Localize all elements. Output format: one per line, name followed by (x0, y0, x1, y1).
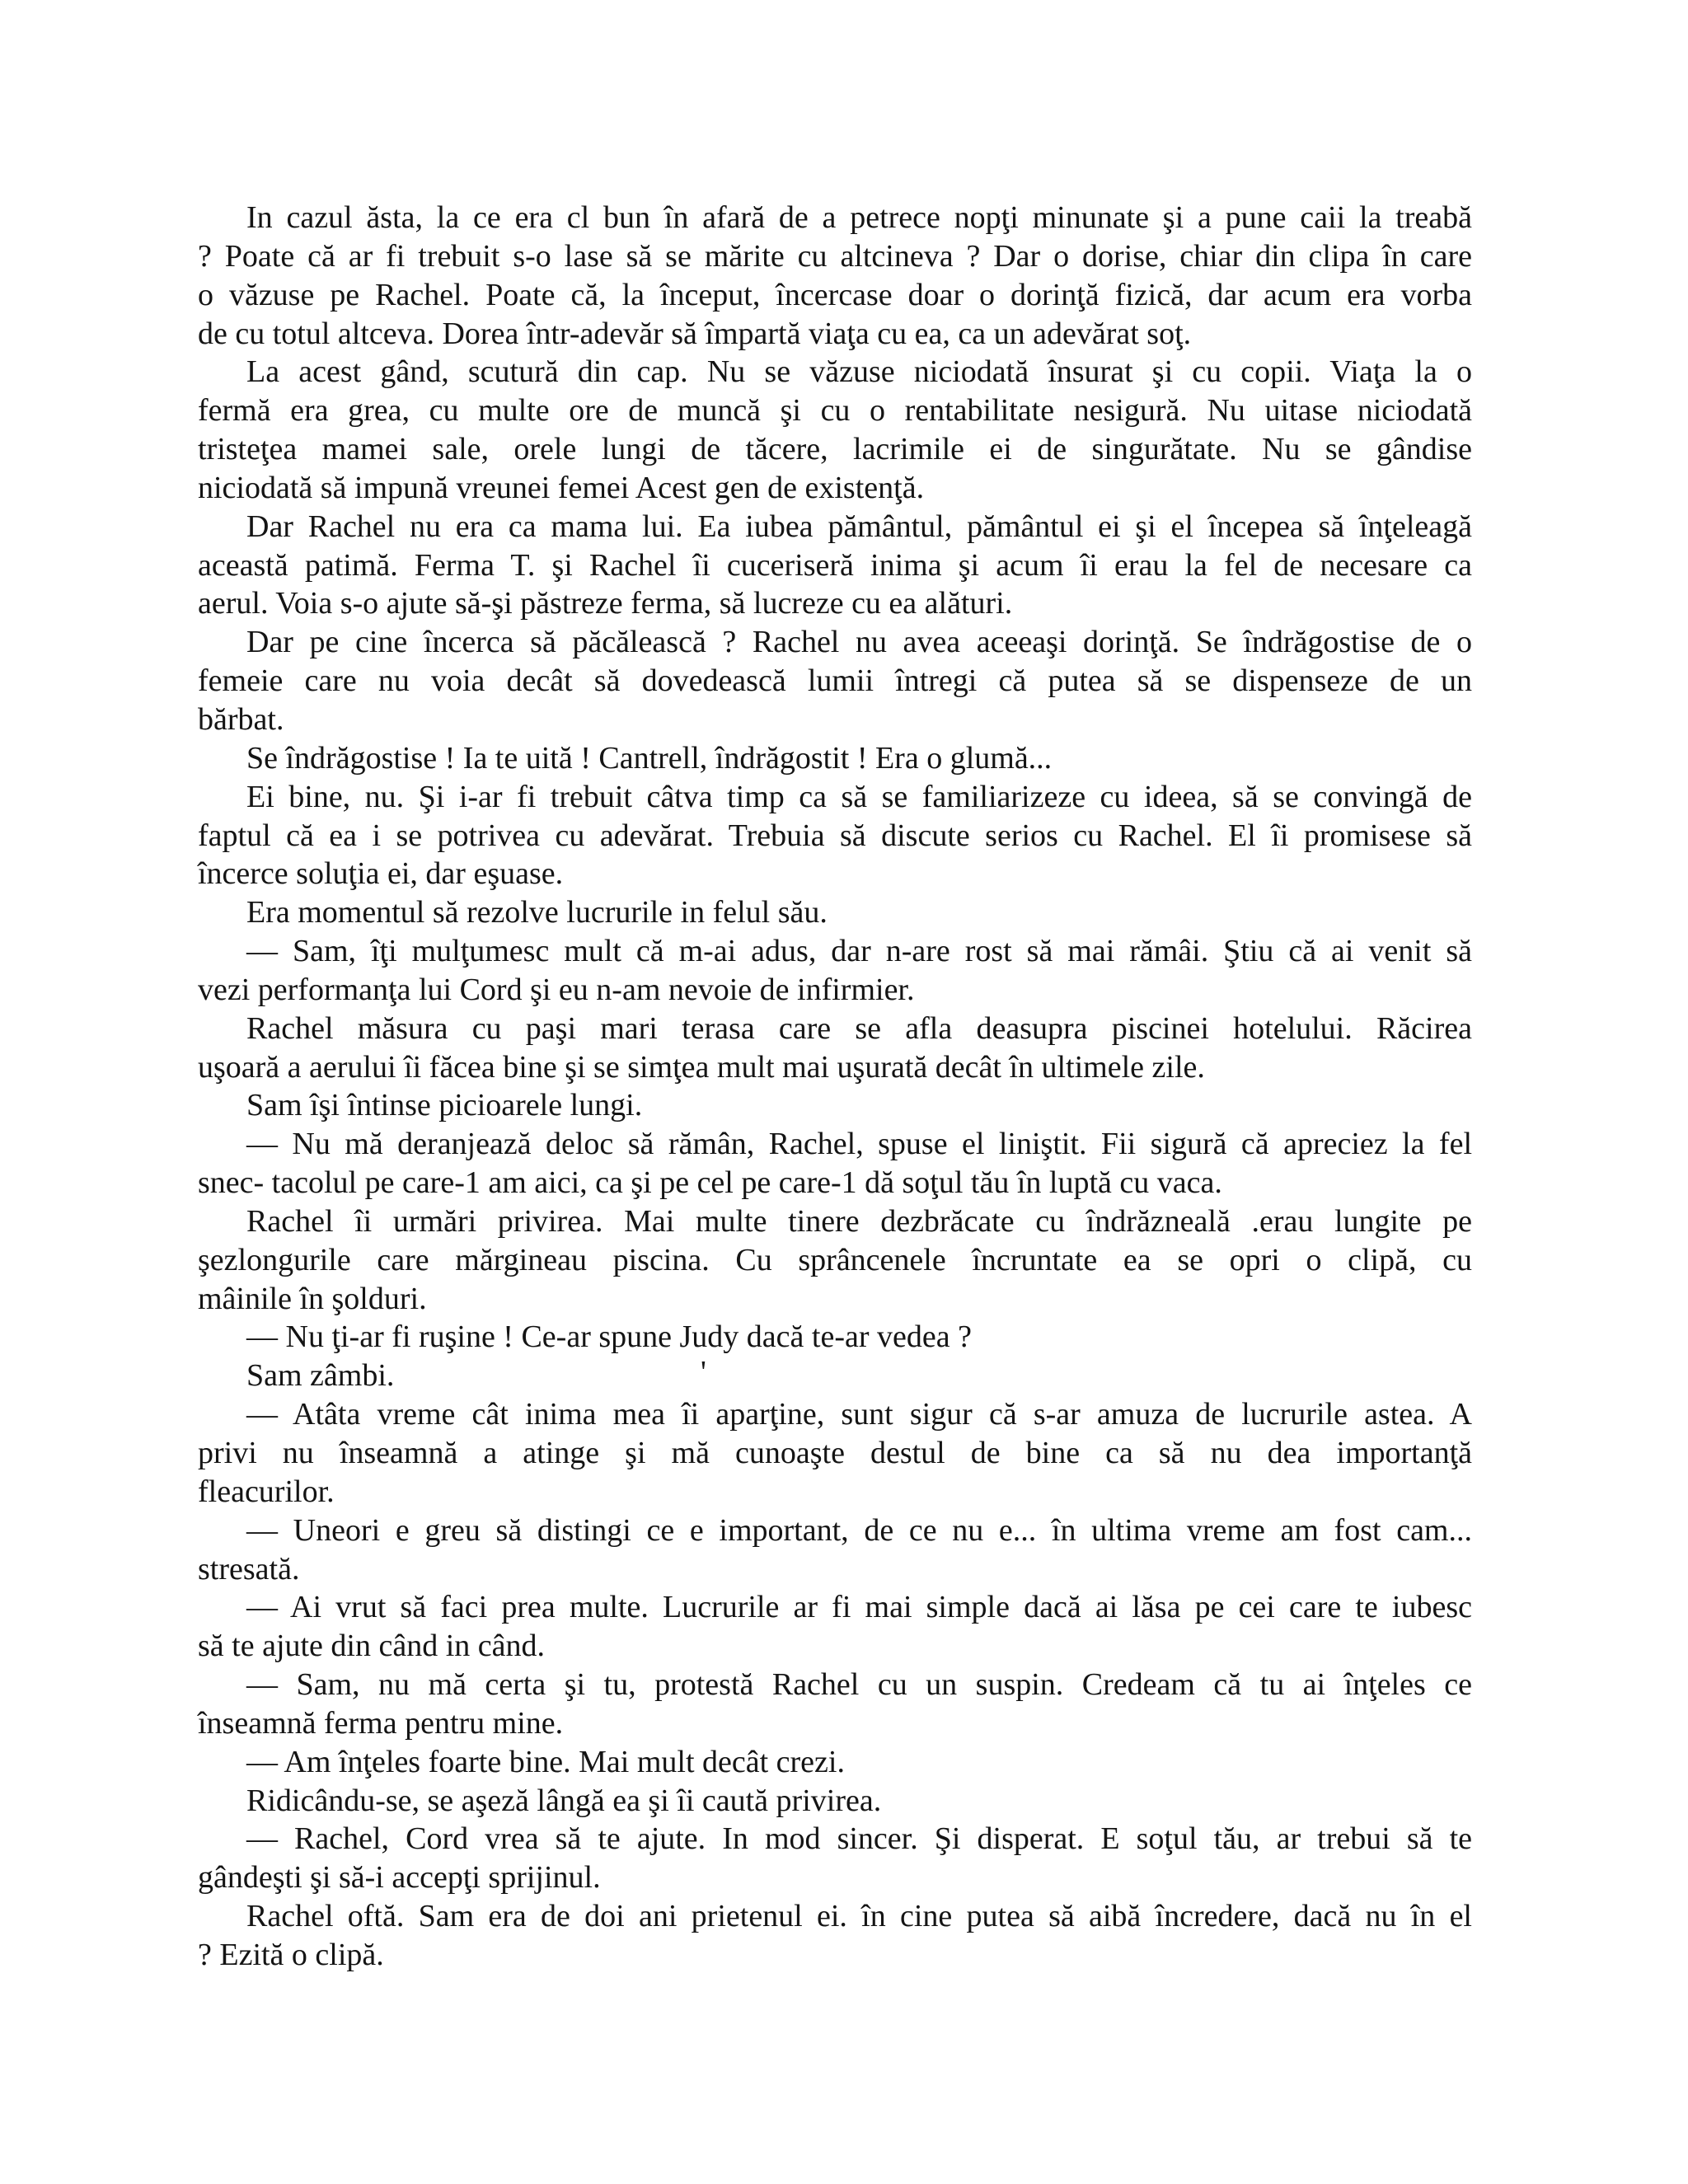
text-line: tristeţea mamei sale, orele lungi de tăcere, lacrimile ei de singurătate. Nu se gândise (198, 432, 1472, 467)
text-line: stresată. (198, 1551, 300, 1586)
text-line: gândeşti şi să-i accepţi sprijinul. (198, 1860, 601, 1896)
stray-mark: ' (701, 1355, 706, 1390)
text-line: Rachel îi urmări privirea. Mai multe tinere dezbrăcate cu îndrăzneală .erau lungite pe (246, 1203, 1472, 1239)
text-line: să te ajute din când in când. (198, 1629, 546, 1664)
paragraph (198, 1666, 1472, 1743)
paragraph (198, 1086, 1472, 1125)
paragraph (198, 893, 1472, 932)
paragraph (198, 1125, 1472, 1202)
text-line: de cu totul altceva. Dorea într-adevăr să împartă viaţa cu ea, ca un adevărat soţ. (198, 316, 1192, 351)
text-line: Era momentul să rezolve lucrurile in felul său. (246, 895, 828, 930)
text-line: — Nu ţi-ar fi ruşine ! Ce-ar spune Judy dacă te-ar vedea ? (246, 1319, 972, 1355)
text-line: Dar pe cine încerca să păcălească ? Rachel nu avea aceeaşi dorinţă. Se îndrăgostise de o (246, 625, 1472, 660)
text-line: Sam îşi întinse picioarele lungi. (246, 1088, 643, 1123)
text-line: ? Ezită o clipă. (198, 1937, 384, 1972)
text-line: femeie care nu voia decât să dovedească lumii întregi că putea să se dispenseze de un (198, 663, 1472, 699)
paragraph (198, 1202, 1472, 1319)
paragraph (198, 1318, 1472, 1357)
paragraph (198, 932, 1472, 1010)
text-line: — Sam, nu mă certa şi tu, protestă Rachel cu un suspin. Credeam că tu ai înţeles ce (246, 1667, 1472, 1703)
paragraph (198, 1782, 1472, 1821)
text-line: Se îndrăgostise ! Ia te uită ! Cantrell, îndrăgostit ! Era o glumă... (246, 740, 1053, 776)
paragraph (198, 739, 1472, 778)
text-line: mâinile în şolduri. (198, 1281, 427, 1316)
paragraph (198, 1010, 1472, 1087)
text-line: bărbat. (198, 701, 284, 737)
paragraph (198, 1511, 1472, 1589)
paragraph (198, 1357, 1472, 1395)
text-line: Dar Rachel nu era ca mama lui. Ea iubea pământul, pământul ei şi el începea să înţeleagă (246, 509, 1472, 544)
paragraph (198, 1897, 1472, 1975)
text-line: faptul că ea i se potrivea cu adevărat. Trebuia să discute serios cu Rachel. El îi promisese să (198, 818, 1472, 853)
text-line: încerce soluţia ei, dar eşuase. (198, 856, 564, 892)
text-line: — Am înţeles foarte bine. Mai mult decât crezi. (246, 1744, 845, 1779)
text-line: La acest gând, scutură din cap. Nu se văzuse niciodată însurat şi cu copii. Viaţa la o (246, 354, 1472, 390)
text-line-content: Sam zâmbi. (246, 1358, 395, 1394)
text-line: — Rachel, Cord vrea să te ajute. In mod sincer. Şi disperat. E soţul tău, ar trebui să te (246, 1821, 1472, 1857)
text-line: — Atâta vreme cât inima mea îi aparţine, sunt sigur că s-ar amuza de lucrurile astea. A (246, 1397, 1472, 1432)
text-line: uşoară a aerului îi făcea bine şi se simţea mult mai uşurată decât în ultimele zile. (198, 1049, 1205, 1085)
paragraph (198, 508, 1472, 624)
text-line: — Uneori e greu să distingi ce e important, de ce nu e... în ultima vreme am fost cam... (246, 1512, 1472, 1548)
text-line: şezlongurile care mărgineau piscina. Cu sprâncenele încruntate ea se opri o clipă, cu (198, 1242, 1472, 1277)
paragraph (198, 1743, 1472, 1782)
text-line: niciodată să impună vreunei femei Acest gen de existenţă. (198, 470, 925, 505)
paragraph (198, 623, 1472, 739)
text-line: aerul. Voia s-o ajute să-şi păstreze ferma, să lucreze cu ea alături. (198, 586, 1013, 621)
text-line: fleacurilor. (198, 1474, 335, 1509)
text-line: snec- tacolul pe care-1 am aici, ca şi pe cel pe care-1 dă soţul tău în luptă cu vaca. (198, 1165, 1222, 1201)
text-line (198, 1357, 1472, 1395)
text-line: vezi performanţa lui Cord şi eu n-am nevoie de infirmier. (198, 972, 915, 1007)
paragraph (198, 353, 1472, 507)
text-line: fermă era grea, cu multe ore de muncă şi cu o rentabilitate nesigură. Nu uitase niciodată (198, 393, 1472, 429)
text-line: — Sam, îţi mulţumesc mult că m-ai adus, dar n-are rost să mai rămâi. Ştiu că ai venit să (246, 934, 1472, 969)
text-line: privi nu înseamnă a atinge şi mă cunoaşte destul de bine ca să nu dea importanţă (198, 1436, 1472, 1470)
paragraph (198, 1395, 1472, 1511)
text-line: Ridicându-se, se aşeză lângă ea şi îi caută privirea. (246, 1783, 882, 1818)
paragraph (198, 199, 1472, 353)
paragraph (198, 778, 1472, 894)
text-line: Ei bine, nu. Şi i-ar fi trebuit câtva timp ca să se familiarizeze cu ideea, să se convingă de (246, 779, 1472, 814)
text-line: înseamnă ferma pentru mine. (198, 1705, 564, 1741)
text-line: Rachel oftă. Sam era de doi ani prietenul ei. în cine putea să aibă încredere, dacă nu în el (246, 1899, 1472, 1934)
text-line: această patimă. Ferma T. şi Rachel îi cuceriseră inima şi acum îi erau la fel de necesare ca (198, 547, 1472, 583)
paragraph (198, 1820, 1472, 1897)
text-line: Rachel măsura cu paşi mari terasa care se afla deasupra piscinei hotelului. Răcirea (246, 1010, 1472, 1046)
body-text (198, 199, 1472, 1975)
text-line: In cazul ăsta, la ce era cl bun în afară de a petrece nopţi minunate şi a pune caii la treabă (246, 200, 1472, 235)
text-line: ? Poate că ar fi trebuit s-o lase să se mărite cu altcineva ? Dar o dorise, chiar din clipa în care (198, 238, 1472, 274)
text-line: — Ai vrut să faci prea multe. Lucrurile ar fi mai simple dacă ai lăsa pe cei care te iubesc (246, 1590, 1472, 1625)
text-line: o văzuse pe Rachel. Poate că, la început, încercase doar o dorinţă fizică, dar acum era vorba (198, 277, 1472, 312)
text-line: — Nu mă deranjează deloc să rămân, Rachel, spuse el liniştit. Fii sigură că apreciez la fel (246, 1127, 1472, 1162)
paragraph (198, 1588, 1472, 1666)
